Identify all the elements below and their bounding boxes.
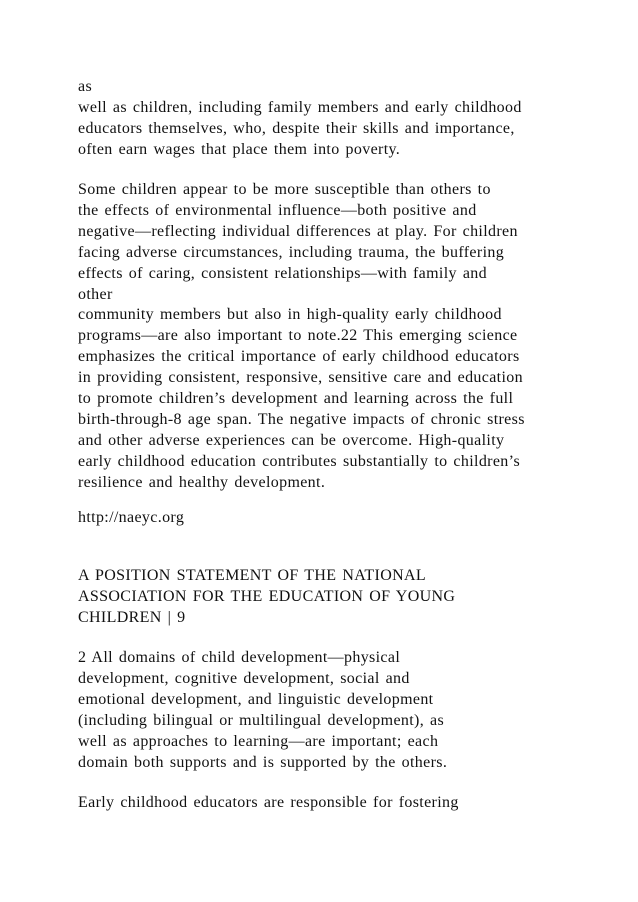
text-line: other xyxy=(78,285,113,303)
text-line: emotional development, and linguistic development xyxy=(78,690,434,708)
paragraph-2 xyxy=(78,180,626,494)
text-line: (including bilingual or multilingual development), as xyxy=(78,711,445,729)
position-statement-heading xyxy=(78,566,626,629)
paragraph-1 xyxy=(78,77,626,161)
text-line: Early childhood educators are responsible for fostering xyxy=(78,794,459,811)
heading-line: ASSOCIATION FOR THE EDUCATION OF YOUNG xyxy=(78,587,456,605)
text-line: as xyxy=(78,78,93,95)
text-line: resilience and healthy development. xyxy=(78,473,326,491)
text-line: educators themselves, who, despite their skills and importance, xyxy=(78,119,515,137)
text-line: in providing consistent, responsive, sensitive care and education xyxy=(78,369,523,387)
text-line: early childhood education contributes substantially to children’s xyxy=(78,452,521,470)
text-line: 2 All domains of child development—physical xyxy=(78,649,401,666)
text-line: well as approaches to learning—are important; each xyxy=(78,732,439,750)
text-line: well as children, including family members and early childhood xyxy=(78,98,522,116)
paragraph-4 xyxy=(78,793,626,814)
text-line: often earn wages that place them into poverty. xyxy=(78,140,401,158)
paragraph-3 xyxy=(78,648,626,773)
text-line: community members but also in high-quality early childhood xyxy=(78,306,502,324)
text-line: the effects of environmental influence—both positive and xyxy=(78,201,477,219)
heading-line: A POSITION STATEMENT OF THE NATIONAL xyxy=(78,567,427,584)
text-line: emphasizes the critical importance of early childhood educators xyxy=(78,348,520,366)
heading-line: CHILDREN | 9 xyxy=(78,608,186,626)
text-line: development, cognitive development, social and xyxy=(78,669,410,687)
text-line: programs—are also important to note.22 This emerging science xyxy=(78,327,518,345)
text-line: facing adverse circumstances, including trauma, the buffering xyxy=(78,243,505,261)
text-line: and other adverse experiences can be overcome. High-quality xyxy=(78,431,505,449)
url-text: http://naeyc.org xyxy=(78,509,185,526)
source-url xyxy=(78,508,626,529)
text-line: Some children appear to be more susceptible than others to xyxy=(78,181,491,198)
text-line: to promote children’s development and learning across the full xyxy=(78,390,514,408)
text-line: domain both supports and is supported by the others. xyxy=(78,753,448,771)
text-line: negative—reflecting individual differences at play. For children xyxy=(78,222,518,240)
text-line: birth-through-8 age span. The negative impacts of chronic stress xyxy=(78,410,525,428)
text-line: effects of caring, consistent relationships—with family and xyxy=(78,264,487,282)
